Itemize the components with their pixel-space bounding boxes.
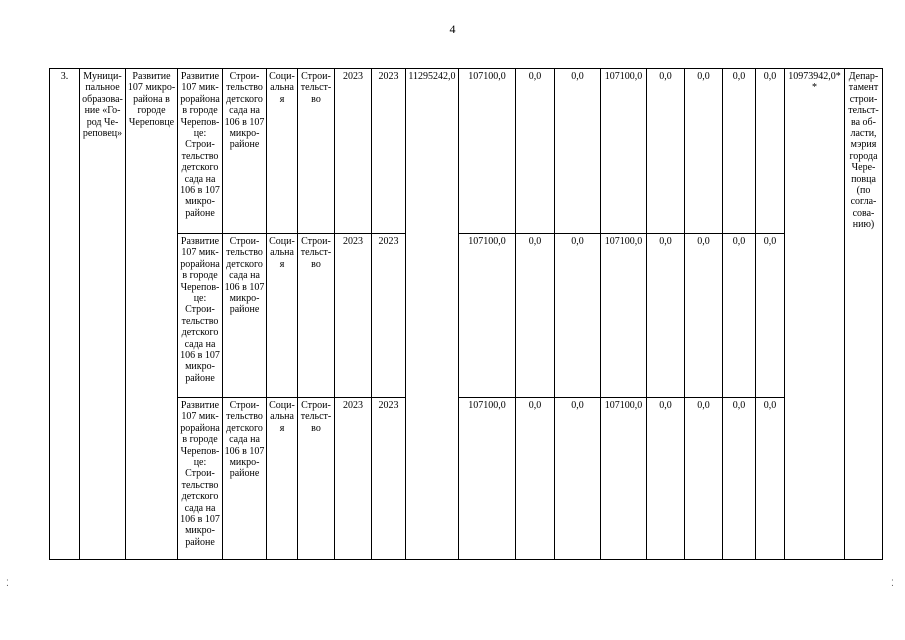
municipality-cell: Муници-пальное образова-ние «Го-род Че-реповец» [80,69,126,560]
project-cell: Развитие 107 микро-района в городе Череповце [126,69,178,560]
sphere-cell: Соци-альная [267,69,298,234]
year-start-cell: 2023 [335,234,372,398]
object-cell: Развитие 107 мик-рорайона в городе Черепов-це: Строи-тельство детского сада на 106 в 107 микро-районе [178,398,223,560]
value-cell: 0,0 [685,398,723,560]
value-cell: 0,0 [647,234,685,398]
value-cell: 0,0 [723,398,756,560]
category-cell: Строи-тельст-во [298,69,335,234]
total-cell: 107100,0 [459,234,516,398]
local-cell: 107100,0 [601,69,647,234]
total-cell: 107100,0 [459,398,516,560]
value-cell: 0,0 [756,69,785,234]
value-cell: 0,0 [647,398,685,560]
regional-cell: 0,0 [555,398,601,560]
scan-mark-left: ⁚ [6,578,9,588]
value-cell: 0,0 [756,234,785,398]
total-cost-cell: 11295242,0 [406,69,459,560]
sphere-cell: Соци-альная [267,234,298,398]
local-cell: 107100,0 [601,234,647,398]
value-cell: 0,0 [756,398,785,560]
total-cell: 107100,0 [459,69,516,234]
category-cell: Строи-тельст-во [298,398,335,560]
value-cell: 0,0 [685,69,723,234]
year-end-cell: 2023 [372,398,406,560]
year-end-cell: 2023 [372,69,406,234]
work-type-cell: Строи-тельство детского сада на 106 в 107 микро-районе [223,398,267,560]
department-cell: Депар-тамент строи-тельст-ва об-ласти, мэрия города Чере-повца (по согла-сова-нию) [845,69,883,560]
category-cell: Строи-тельст-во [298,234,335,398]
investment-table [49,68,883,560]
row-number: 3. [50,69,80,560]
federal-cell: 0,0 [516,234,555,398]
scan-mark-right: ⁚ [891,578,894,588]
remainder-cell: 10973942,0** [785,69,845,560]
work-type-cell: Строи-тельство детского сада на 106 в 107 микро-районе [223,69,267,234]
federal-cell: 0,0 [516,69,555,234]
regional-cell: 0,0 [555,234,601,398]
federal-cell: 0,0 [516,398,555,560]
year-end-cell: 2023 [372,234,406,398]
regional-cell: 0,0 [555,69,601,234]
value-cell: 0,0 [723,234,756,398]
work-type-cell: Строи-тельство детского сада на 106 в 107 микро-районе [223,234,267,398]
page-number: 4 [449,22,456,36]
value-cell: 0,0 [723,69,756,234]
value-cell: 0,0 [685,234,723,398]
year-start-cell: 2023 [335,69,372,234]
year-start-cell: 2023 [335,398,372,560]
sphere-cell: Соци-альная [267,398,298,560]
object-cell: Развитие 107 мик-рорайона в городе Черепов-це: Строи-тельство детского сада на 106 в 107 микро-районе [178,234,223,398]
table-row [50,69,883,234]
object-cell: Развитие 107 мик-рорайона в городе Черепов-це: Строи-тельство детского сада на 106 в 107 микро-районе [178,69,223,234]
local-cell: 107100,0 [601,398,647,560]
value-cell: 0,0 [647,69,685,234]
